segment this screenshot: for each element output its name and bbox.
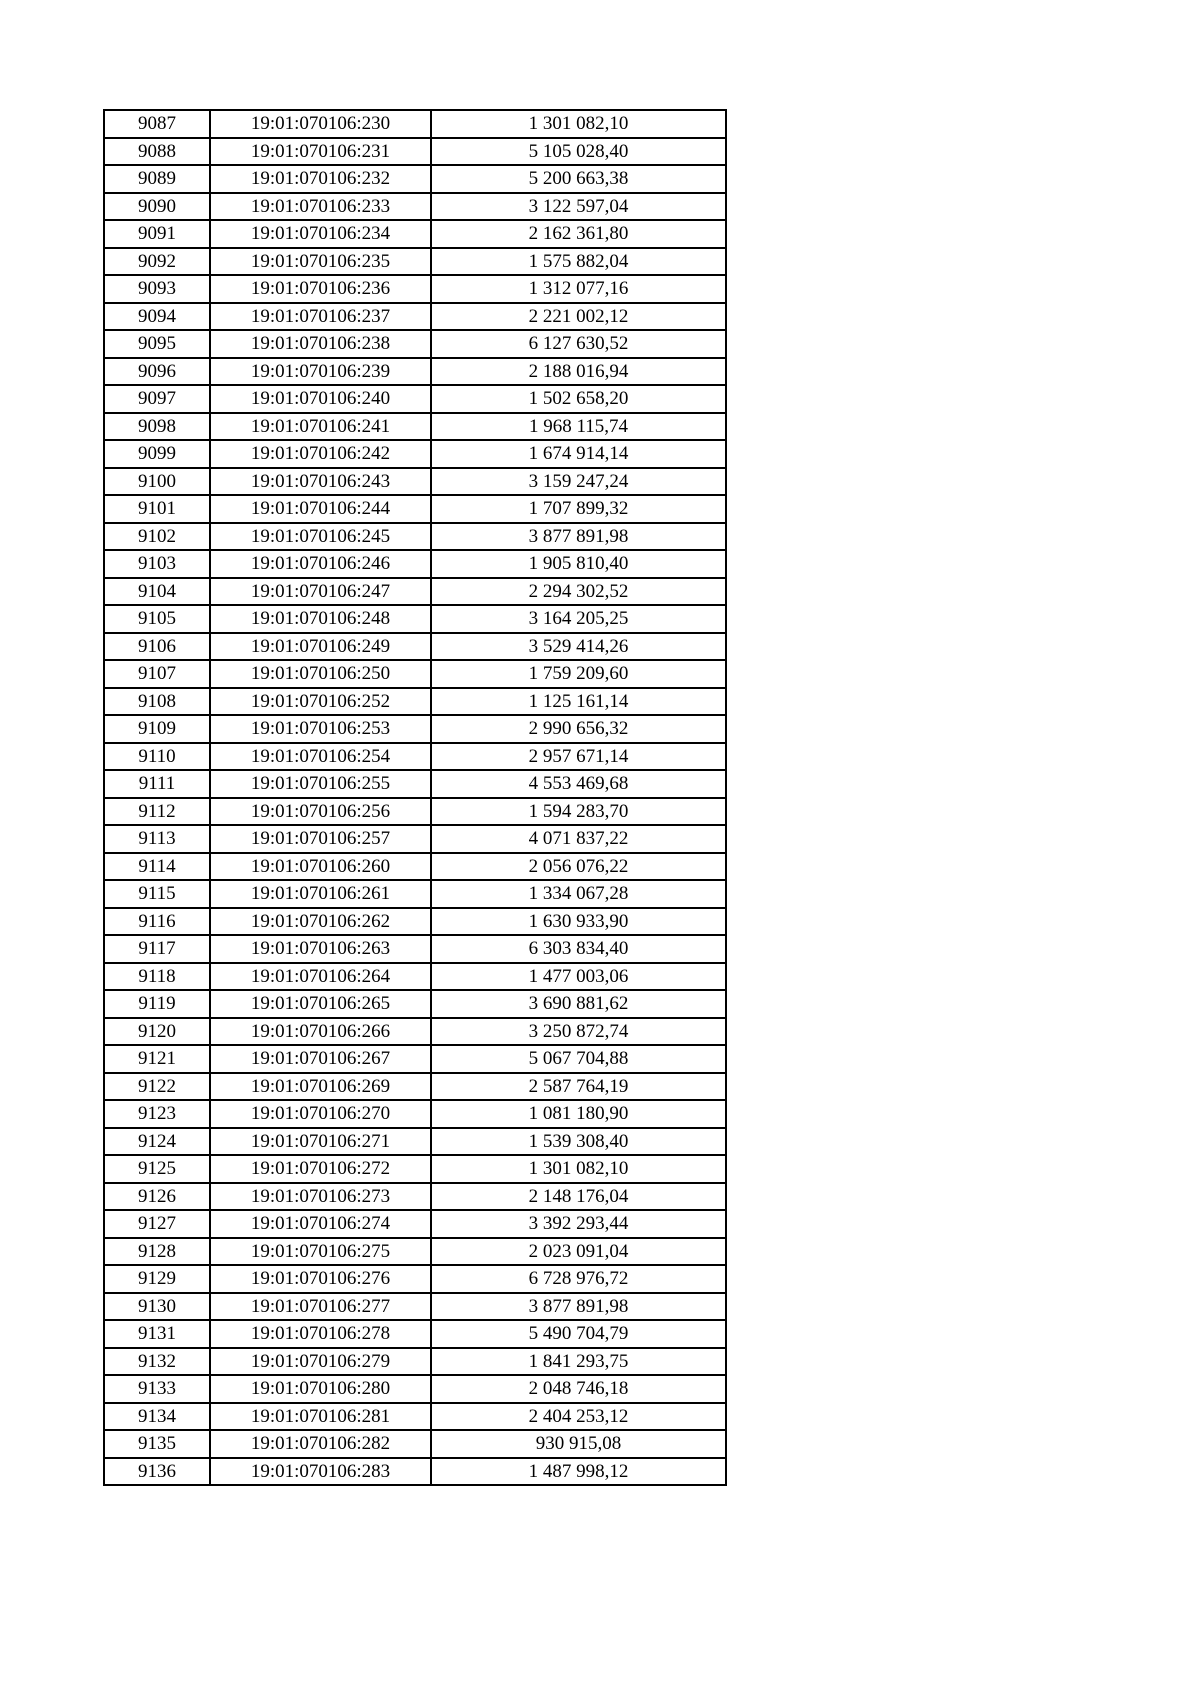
cadastral-number-cell: 19:01:070106:240 — [210, 385, 431, 413]
table-row — [104, 1183, 726, 1211]
table-row — [104, 468, 726, 496]
table-row — [104, 578, 726, 606]
table-row — [104, 110, 726, 138]
table-row — [104, 385, 726, 413]
cadastral-number-cell: 19:01:070106:269 — [210, 1073, 431, 1101]
cadastral-number-cell: 19:01:070106:238 — [210, 330, 431, 358]
table-row — [104, 990, 726, 1018]
cadastral-number-cell: 19:01:070106:270 — [210, 1100, 431, 1128]
cadastral-value-cell: 2 990 656,32 — [431, 715, 726, 743]
cadastral-number-cell: 19:01:070106:243 — [210, 468, 431, 496]
table-row — [104, 1100, 726, 1128]
cadastral-value-cell: 2 148 176,04 — [431, 1183, 726, 1211]
table-row — [104, 660, 726, 688]
cadastral-number-cell: 19:01:070106:257 — [210, 825, 431, 853]
cadastral-number-cell: 19:01:070106:271 — [210, 1128, 431, 1156]
cadastral-value-cell: 3 164 205,25 — [431, 605, 726, 633]
table-row — [104, 1155, 726, 1183]
cadastral-number-cell: 19:01:070106:241 — [210, 413, 431, 441]
table-row — [104, 413, 726, 441]
cadastral-value-cell: 1 477 003,06 — [431, 963, 726, 991]
cadastral-number-cell: 19:01:070106:231 — [210, 138, 431, 166]
cadastral-value-cell: 2 056 076,22 — [431, 853, 726, 881]
table-row — [104, 798, 726, 826]
cadastral-number-cell: 19:01:070106:249 — [210, 633, 431, 661]
row-number-cell: 9113 — [104, 825, 210, 853]
cadastral-number-cell: 19:01:070106:265 — [210, 990, 431, 1018]
table-row — [104, 1265, 726, 1293]
cadastral-value-cell: 1 081 180,90 — [431, 1100, 726, 1128]
cadastral-value-cell: 6 127 630,52 — [431, 330, 726, 358]
cadastral-number-cell: 19:01:070106:262 — [210, 908, 431, 936]
cadastral-value-cell: 3 392 293,44 — [431, 1210, 726, 1238]
cadastral-number-cell: 19:01:070106:235 — [210, 248, 431, 276]
cadastral-value-cell: 1 841 293,75 — [431, 1348, 726, 1376]
cadastral-number-cell: 19:01:070106:256 — [210, 798, 431, 826]
table-row — [104, 1348, 726, 1376]
table-row — [104, 303, 726, 331]
cadastral-value-cell: 3 159 247,24 — [431, 468, 726, 496]
cadastral-value-cell: 1 301 082,10 — [431, 1155, 726, 1183]
row-number-cell: 9091 — [104, 220, 210, 248]
cadastral-value-cell: 3 122 597,04 — [431, 193, 726, 221]
table-row — [104, 1430, 726, 1458]
cadastral-value-cell: 1 125 161,14 — [431, 688, 726, 716]
row-number-cell: 9094 — [104, 303, 210, 331]
cadastral-value-cell: 1 487 998,12 — [431, 1458, 726, 1486]
cadastral-value-cell: 1 968 115,74 — [431, 413, 726, 441]
cadastral-number-cell: 19:01:070106:263 — [210, 935, 431, 963]
cadastral-value-cell: 1 575 882,04 — [431, 248, 726, 276]
cadastral-number-cell: 19:01:070106:281 — [210, 1403, 431, 1431]
cadastral-number-cell: 19:01:070106:279 — [210, 1348, 431, 1376]
table-row — [104, 248, 726, 276]
cadastral-number-cell: 19:01:070106:232 — [210, 165, 431, 193]
cadastral-value-cell: 1 594 283,70 — [431, 798, 726, 826]
row-number-cell: 9105 — [104, 605, 210, 633]
cadastral-number-cell: 19:01:070106:264 — [210, 963, 431, 991]
cadastral-value-cell: 1 539 308,40 — [431, 1128, 726, 1156]
cadastral-number-cell: 19:01:070106:275 — [210, 1238, 431, 1266]
table-body — [104, 110, 726, 1485]
cadastral-number-cell: 19:01:070106:246 — [210, 550, 431, 578]
table-row — [104, 523, 726, 551]
cadastral-value-cell: 3 690 881,62 — [431, 990, 726, 1018]
cadastral-number-cell: 19:01:070106:245 — [210, 523, 431, 551]
row-number-cell: 9099 — [104, 440, 210, 468]
row-number-cell: 9132 — [104, 1348, 210, 1376]
cadastral-value-cell: 1 674 914,14 — [431, 440, 726, 468]
table-row — [104, 495, 726, 523]
row-number-cell: 9123 — [104, 1100, 210, 1128]
row-number-cell: 9104 — [104, 578, 210, 606]
row-number-cell: 9098 — [104, 413, 210, 441]
cadastral-number-cell: 19:01:070106:280 — [210, 1375, 431, 1403]
table-row — [104, 138, 726, 166]
row-number-cell: 9088 — [104, 138, 210, 166]
table-row — [104, 550, 726, 578]
cadastral-value-cell: 4 071 837,22 — [431, 825, 726, 853]
row-number-cell: 9096 — [104, 358, 210, 386]
cadastral-number-cell: 19:01:070106:278 — [210, 1320, 431, 1348]
table-row — [104, 880, 726, 908]
cadastral-number-cell: 19:01:070106:242 — [210, 440, 431, 468]
table-row — [104, 1293, 726, 1321]
table-row — [104, 1375, 726, 1403]
table-row — [104, 715, 726, 743]
row-number-cell: 9128 — [104, 1238, 210, 1266]
table-row — [104, 220, 726, 248]
table-row — [104, 605, 726, 633]
cadastral-value-cell: 6 728 976,72 — [431, 1265, 726, 1293]
cadastral-value-cell: 2 957 671,14 — [431, 743, 726, 771]
cadastral-value-cell: 930 915,08 — [431, 1430, 726, 1458]
cadastral-number-cell: 19:01:070106:272 — [210, 1155, 431, 1183]
table-row — [104, 358, 726, 386]
cadastral-number-cell: 19:01:070106:283 — [210, 1458, 431, 1486]
cadastral-number-cell: 19:01:070106:233 — [210, 193, 431, 221]
row-number-cell: 9090 — [104, 193, 210, 221]
cadastral-number-cell: 19:01:070106:254 — [210, 743, 431, 771]
cadastral-value-cell: 4 553 469,68 — [431, 770, 726, 798]
cadastral-number-cell: 19:01:070106:247 — [210, 578, 431, 606]
row-number-cell: 9121 — [104, 1045, 210, 1073]
cadastral-value-cell: 3 529 414,26 — [431, 633, 726, 661]
table-row — [104, 1210, 726, 1238]
table-row — [104, 1128, 726, 1156]
row-number-cell: 9134 — [104, 1403, 210, 1431]
row-number-cell: 9102 — [104, 523, 210, 551]
table-row — [104, 193, 726, 221]
cadastral-value-cell: 2 162 361,80 — [431, 220, 726, 248]
cadastral-value-table — [103, 109, 727, 1486]
cadastral-number-cell: 19:01:070106:255 — [210, 770, 431, 798]
table-row — [104, 1238, 726, 1266]
row-number-cell: 9117 — [104, 935, 210, 963]
cadastral-number-cell: 19:01:070106:234 — [210, 220, 431, 248]
row-number-cell: 9089 — [104, 165, 210, 193]
row-number-cell: 9133 — [104, 1375, 210, 1403]
table-row — [104, 688, 726, 716]
cadastral-number-cell: 19:01:070106:248 — [210, 605, 431, 633]
row-number-cell: 9136 — [104, 1458, 210, 1486]
row-number-cell: 9124 — [104, 1128, 210, 1156]
row-number-cell: 9130 — [104, 1293, 210, 1321]
row-number-cell: 9114 — [104, 853, 210, 881]
table-row — [104, 853, 726, 881]
cadastral-value-cell: 1 759 209,60 — [431, 660, 726, 688]
cadastral-number-cell: 19:01:070106:277 — [210, 1293, 431, 1321]
cadastral-number-cell: 19:01:070106:260 — [210, 853, 431, 881]
row-number-cell: 9122 — [104, 1073, 210, 1101]
cadastral-value-cell: 5 490 704,79 — [431, 1320, 726, 1348]
cadastral-value-cell: 2 188 016,94 — [431, 358, 726, 386]
row-number-cell: 9131 — [104, 1320, 210, 1348]
cadastral-number-cell: 19:01:070106:276 — [210, 1265, 431, 1293]
table-row — [104, 1458, 726, 1486]
table-row — [104, 330, 726, 358]
row-number-cell: 9110 — [104, 743, 210, 771]
table-row — [104, 770, 726, 798]
cadastral-value-cell: 1 502 658,20 — [431, 385, 726, 413]
row-number-cell: 9087 — [104, 110, 210, 138]
row-number-cell: 9101 — [104, 495, 210, 523]
cadastral-value-cell: 6 303 834,40 — [431, 935, 726, 963]
row-number-cell: 9116 — [104, 908, 210, 936]
table-row — [104, 1403, 726, 1431]
cadastral-value-cell: 5 105 028,40 — [431, 138, 726, 166]
cadastral-value-cell: 2 404 253,12 — [431, 1403, 726, 1431]
table-row — [104, 1320, 726, 1348]
table-row — [104, 1018, 726, 1046]
row-number-cell: 9119 — [104, 990, 210, 1018]
cadastral-value-cell: 1 301 082,10 — [431, 110, 726, 138]
row-number-cell: 9093 — [104, 275, 210, 303]
cadastral-number-cell: 19:01:070106:250 — [210, 660, 431, 688]
row-number-cell: 9100 — [104, 468, 210, 496]
cadastral-value-cell: 3 877 891,98 — [431, 1293, 726, 1321]
row-number-cell: 9103 — [104, 550, 210, 578]
cadastral-value-cell: 2 023 091,04 — [431, 1238, 726, 1266]
cadastral-number-cell: 19:01:070106:273 — [210, 1183, 431, 1211]
row-number-cell: 9092 — [104, 248, 210, 276]
row-number-cell: 9108 — [104, 688, 210, 716]
row-number-cell: 9125 — [104, 1155, 210, 1183]
row-number-cell: 9106 — [104, 633, 210, 661]
cadastral-number-cell: 19:01:070106:237 — [210, 303, 431, 331]
row-number-cell: 9109 — [104, 715, 210, 743]
row-number-cell: 9127 — [104, 1210, 210, 1238]
cadastral-value-cell: 2 587 764,19 — [431, 1073, 726, 1101]
cadastral-value-cell: 2 221 002,12 — [431, 303, 726, 331]
table-row — [104, 165, 726, 193]
cadastral-value-cell: 3 250 872,74 — [431, 1018, 726, 1046]
cadastral-number-cell: 19:01:070106:244 — [210, 495, 431, 523]
cadastral-number-cell: 19:01:070106:236 — [210, 275, 431, 303]
table-row — [104, 825, 726, 853]
cadastral-value-cell: 5 200 663,38 — [431, 165, 726, 193]
row-number-cell: 9095 — [104, 330, 210, 358]
row-number-cell: 9097 — [104, 385, 210, 413]
table-row — [104, 275, 726, 303]
table-row — [104, 908, 726, 936]
row-number-cell: 9112 — [104, 798, 210, 826]
cadastral-number-cell: 19:01:070106:266 — [210, 1018, 431, 1046]
table-row — [104, 633, 726, 661]
cadastral-value-cell: 1 905 810,40 — [431, 550, 726, 578]
cadastral-value-cell: 5 067 704,88 — [431, 1045, 726, 1073]
table-row — [104, 440, 726, 468]
cadastral-number-cell: 19:01:070106:261 — [210, 880, 431, 908]
cadastral-value-cell: 1 630 933,90 — [431, 908, 726, 936]
cadastral-value-cell: 1 707 899,32 — [431, 495, 726, 523]
cadastral-value-cell: 1 312 077,16 — [431, 275, 726, 303]
cadastral-value-cell: 2 048 746,18 — [431, 1375, 726, 1403]
cadastral-number-cell: 19:01:070106:253 — [210, 715, 431, 743]
cadastral-number-cell: 19:01:070106:282 — [210, 1430, 431, 1458]
cadastral-number-cell: 19:01:070106:252 — [210, 688, 431, 716]
row-number-cell: 9107 — [104, 660, 210, 688]
row-number-cell: 9115 — [104, 880, 210, 908]
row-number-cell: 9126 — [104, 1183, 210, 1211]
row-number-cell: 9118 — [104, 963, 210, 991]
cadastral-value-cell: 2 294 302,52 — [431, 578, 726, 606]
cadastral-number-cell: 19:01:070106:230 — [210, 110, 431, 138]
table-row — [104, 1073, 726, 1101]
cadastral-value-cell: 3 877 891,98 — [431, 523, 726, 551]
cadastral-number-cell: 19:01:070106:274 — [210, 1210, 431, 1238]
table-row — [104, 935, 726, 963]
cadastral-number-cell: 19:01:070106:239 — [210, 358, 431, 386]
row-number-cell: 9129 — [104, 1265, 210, 1293]
cadastral-value-cell: 1 334 067,28 — [431, 880, 726, 908]
table-row — [104, 743, 726, 771]
row-number-cell: 9135 — [104, 1430, 210, 1458]
row-number-cell: 9120 — [104, 1018, 210, 1046]
table-row — [104, 1045, 726, 1073]
row-number-cell: 9111 — [104, 770, 210, 798]
table-row — [104, 963, 726, 991]
cadastral-number-cell: 19:01:070106:267 — [210, 1045, 431, 1073]
